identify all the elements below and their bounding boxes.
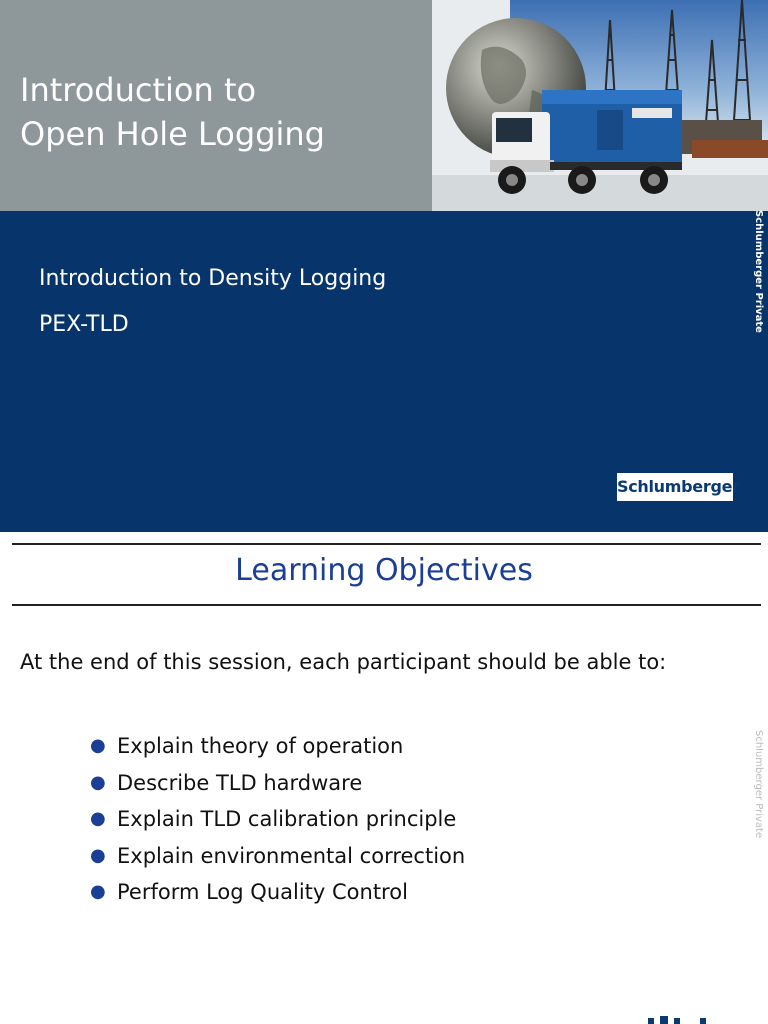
- objective-text: Describe TLD hardware: [117, 770, 363, 795]
- bullet-dot-icon: ●: [90, 844, 106, 866]
- objective-text: Perform Log Quality Control: [117, 880, 408, 904]
- objective-text: Explain theory of operation: [117, 734, 404, 758]
- logo-text: Schlumberger: [617, 477, 740, 496]
- slide-gap: [0, 532, 768, 543]
- bullet-dot-icon: ●: [90, 881, 106, 902]
- objective-item: [90, 801, 465, 838]
- objective-item: [90, 874, 465, 911]
- intro-text: At the end of this session, each participant should be able to:: [20, 650, 667, 674]
- bullet-dot-icon: ●: [90, 735, 106, 756]
- learning-objectives-heading: Learning Objectives: [235, 553, 533, 588]
- photo-illustration: [432, 0, 768, 211]
- bullet-dot-icon: ●: [90, 771, 106, 793]
- bullet-dot-icon: ●: [90, 808, 106, 829]
- title-band: [0, 0, 432, 211]
- subtitle-line-1: Introduction to Density Logging: [39, 266, 387, 291]
- title-line-2: Open Hole Logging: [20, 115, 325, 153]
- objective-item: [90, 765, 465, 802]
- objective-text: Explain TLD calibration principle: [117, 807, 457, 831]
- heading-rule-top: [12, 543, 761, 545]
- subtitle-line-2: PEX-TLD: [39, 312, 129, 337]
- heading-rule-bottom: [12, 604, 761, 606]
- schlumberger-logo: [617, 473, 740, 501]
- objective-item: [90, 838, 465, 875]
- slide-title-heading: [20, 68, 325, 156]
- vertical-private-tag-2: Schlumberger Private: [753, 730, 764, 839]
- title-line-1: Introduction to: [20, 71, 257, 109]
- cropped-logo-fragment: [640, 1010, 768, 1024]
- logging-truck-globe-rig-image: [432, 0, 768, 211]
- objective-text: Explain environmental correction: [117, 843, 466, 868]
- vertical-private-tag: Schlumberger Private: [753, 210, 764, 333]
- objective-item: [90, 728, 465, 765]
- objectives-list: [90, 728, 465, 911]
